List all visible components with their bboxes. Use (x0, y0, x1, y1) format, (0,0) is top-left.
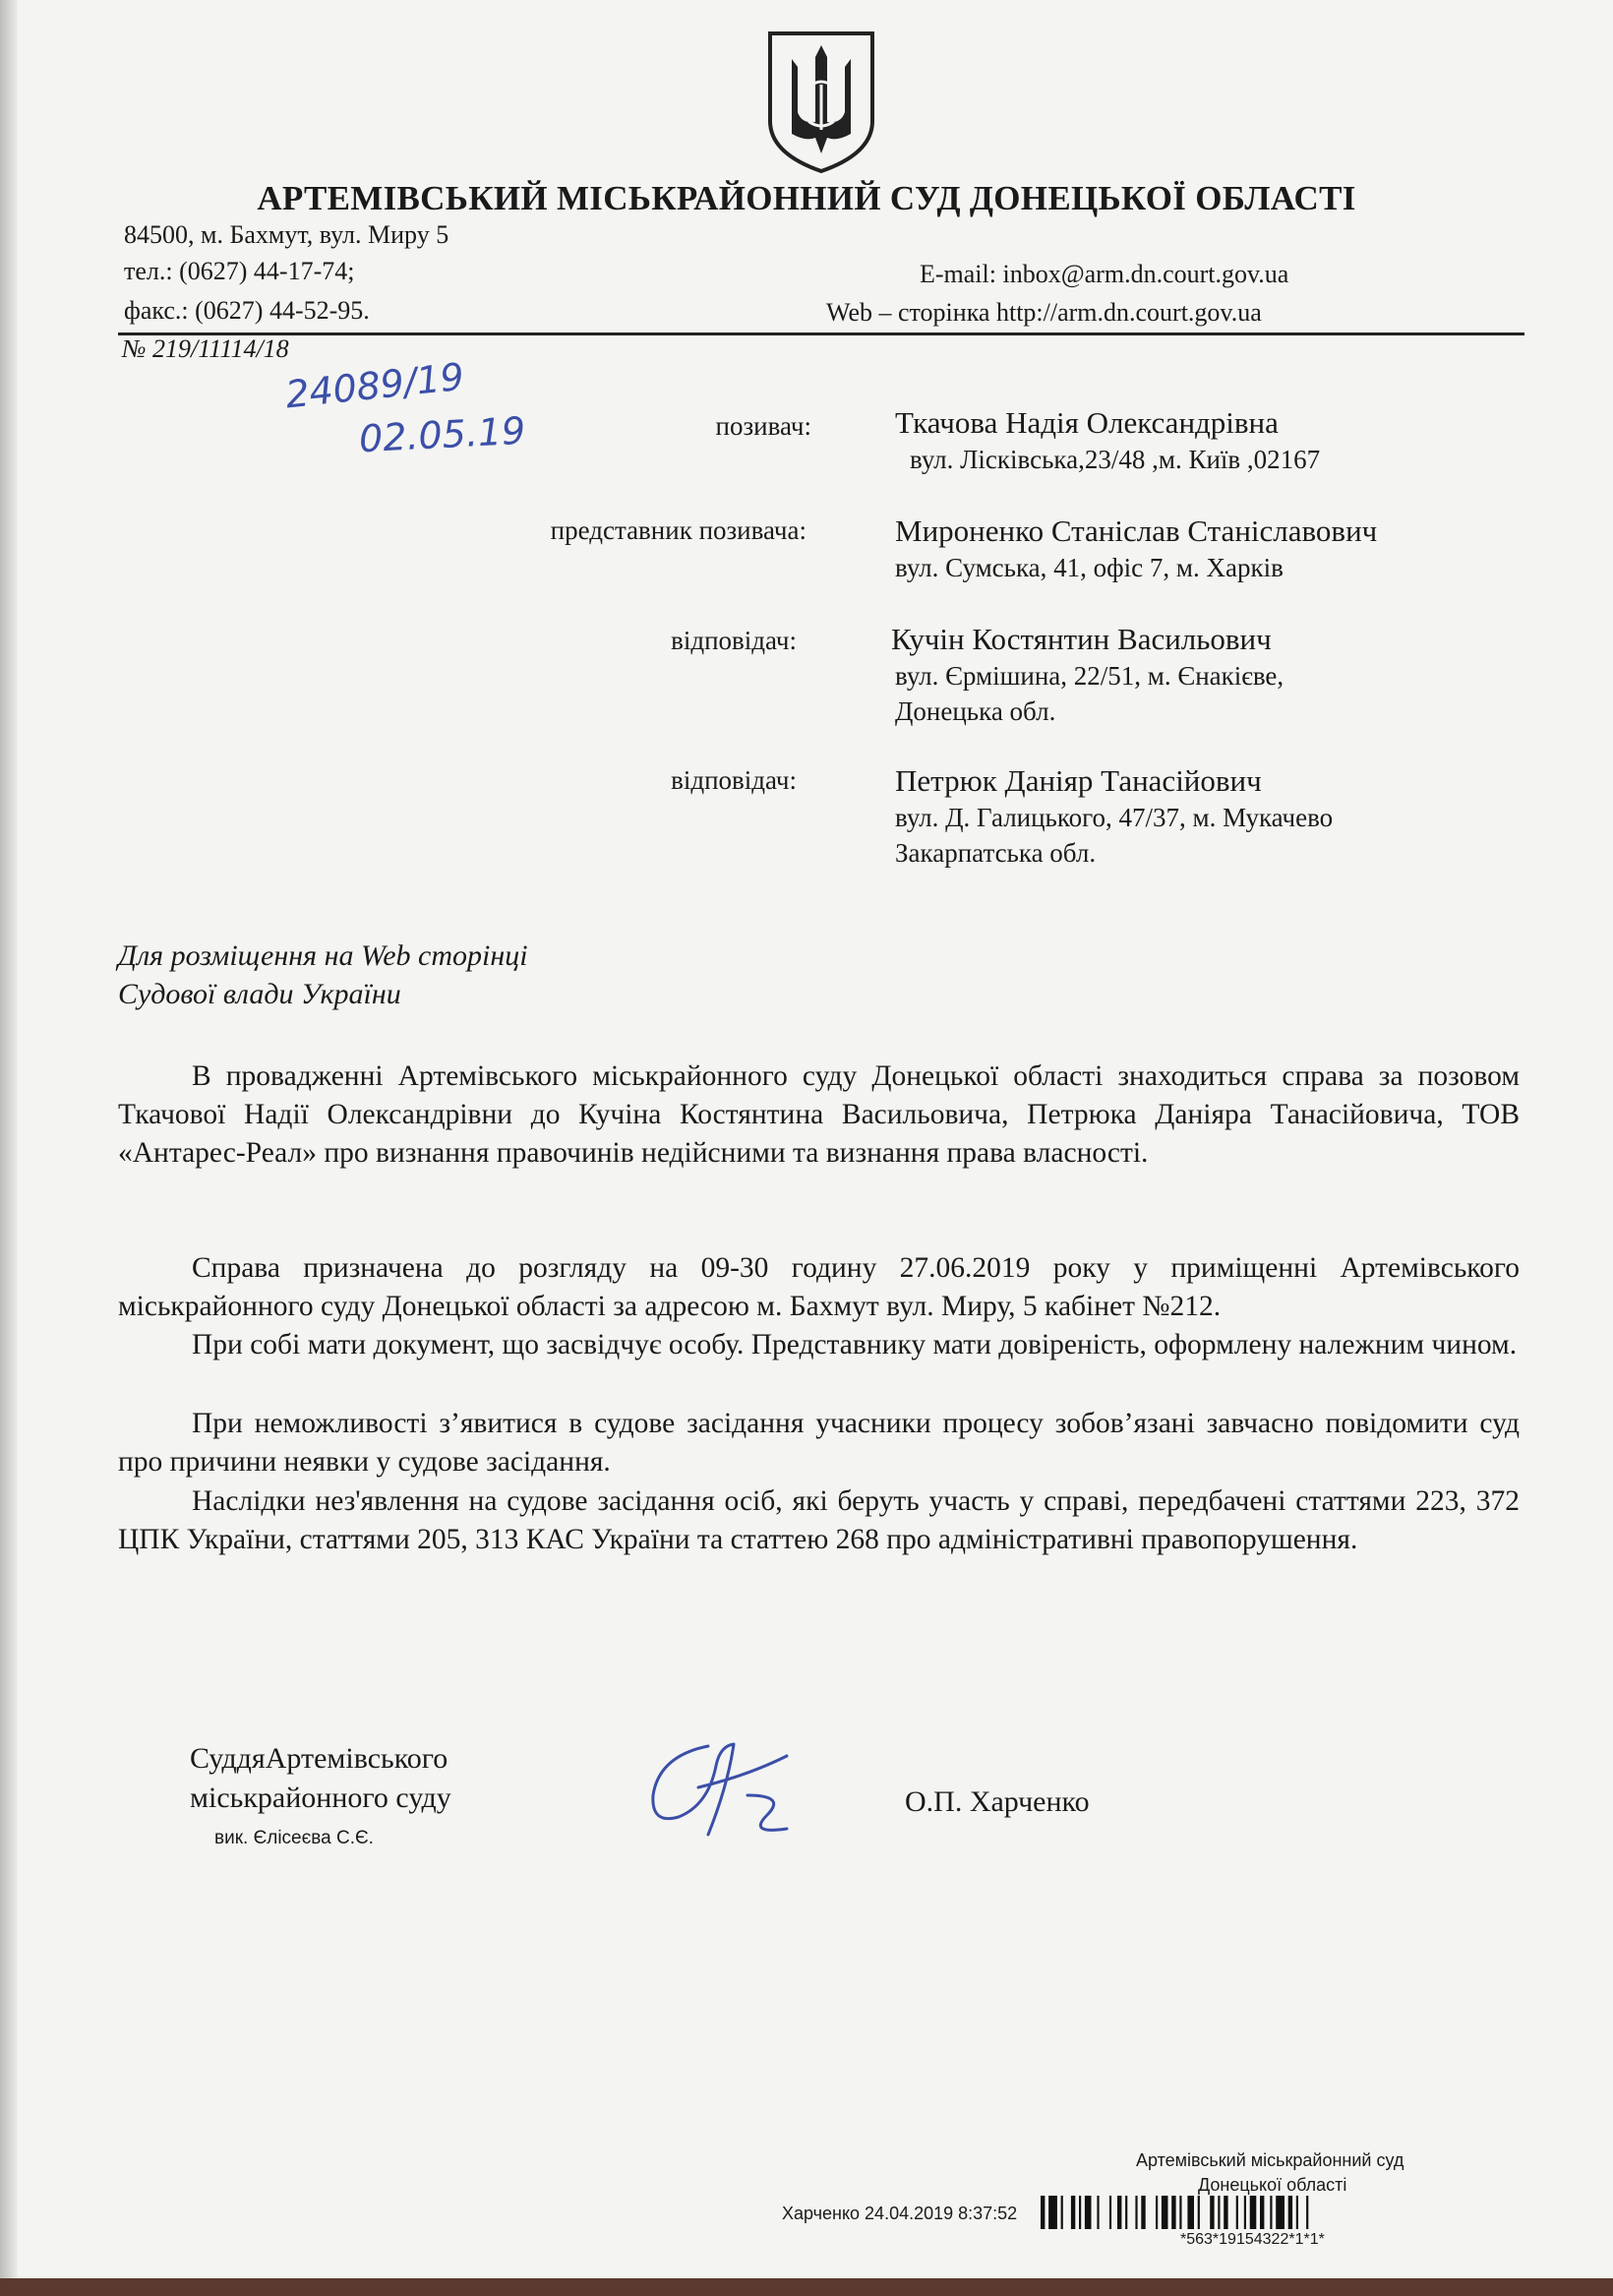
barcode-icon (1041, 2196, 1513, 2235)
executor-name: вик. Єлісеєва С.Є. (214, 1828, 374, 1848)
publication-notice-line2: Судової влади України (118, 978, 401, 1010)
judge-title-line2: міськрайонного суду (190, 1782, 451, 1814)
body-paragraph-1: В провадженні Артемівського міськрайонного суду Донецької області знаходиться справа за позовом Ткачової Надії Олександрівни до Кучіна Костянтина Васильовича, Петрюка Даніяра Танасійовича, ТОВ «Антарес-Реал» про визнання правочинів недійсними та визнання права власності. (118, 1060, 1520, 1169)
body-paragraph-5: Наслідки нез'явлення на судове засідання осіб, які беруть участь у справі, передбачені статтями 223, 372 ЦПК України, статтями 205, 313 КАС України та статтею 268 про адміністративні правопорушення. (118, 1485, 1520, 1555)
party-name-plaintiff: Ткачова Надія Олександрівна (895, 405, 1279, 440)
body-paragraph-4: При неможливості з’явитися в судове засідання учасники процесу зобов’язані завчасно повідомити суд про причини неявки у судове засідання. (118, 1408, 1520, 1478)
court-email: E-mail: inbox@arm.dn.court.gov.ua (920, 260, 1289, 288)
judge-title-line1: СуддяАртемівського (190, 1742, 448, 1775)
handwritten-signature-icon (639, 1726, 806, 1854)
barcode-text: *563*19154322*1*1* (1180, 2231, 1325, 2248)
coat-of-arms-icon (762, 28, 880, 175)
case-number: № 219/11114/18 (122, 334, 289, 363)
stamp-court-name: Артемівський міськрайонний суд (1136, 2150, 1404, 2170)
handwritten-registration-number: 24089/19 (283, 354, 466, 417)
party-address-defendant-1-line2: Донецька обл. (895, 696, 1056, 726)
court-phone: тел.: (0627) 44-17-74; (124, 257, 355, 285)
judge-name: О.П. Харченко (905, 1785, 1090, 1818)
party-address-defendant-2-line1: вул. Д. Галицького, 47/37, м. Мукачево (895, 803, 1334, 832)
court-address: 84500, м. Бахмут, вул. Миру 5 (124, 220, 449, 249)
party-role-representative: представник позивача: (550, 515, 806, 545)
court-fax: факс.: (0627) 44-52-95. (124, 296, 370, 325)
court-web: Web – сторінка http://arm.dn.court.gov.ua (826, 298, 1262, 327)
party-address-defendant-1-line1: вул. Єрмішина, 22/51, м. Єнакієве, (895, 661, 1284, 691)
body-paragraph-2: Справа призначена до розгляду на 09-30 годину 27.06.2019 року у приміщенні Артемівського міськрайонного суду Донецької області за адресою м. Бахмут вул. Миру, 5 кабінет №212. (118, 1252, 1520, 1322)
party-role-defendant-2: відповідач: (671, 765, 797, 795)
body-paragraph-3: При собі мати документ, що засвідчує особу. Представнику мати довіреність, оформлену належним чином. (192, 1329, 1518, 1360)
party-name-representative: Мироненко Станіслав Станіславович (895, 514, 1378, 548)
party-role-defendant-1: відповідач: (671, 626, 797, 655)
court-name: АРТЕМІВСЬКИЙ МІСЬКРАЙОННИЙ СУД ДОНЕЦЬКОЇ ОБЛАСТІ (257, 179, 1356, 217)
scan-left-edge (0, 0, 18, 2296)
scan-bottom-edge (0, 2278, 1613, 2296)
party-address-plaintiff: вул. Лісківська,23/48 ,м. Київ ,02167 (910, 445, 1321, 474)
party-name-defendant-1: Кучін Костянтин Васильович (891, 622, 1272, 656)
party-role-plaintiff: позивач: (715, 411, 811, 441)
publication-notice-line1: Для розміщення на Web сторінці (118, 939, 528, 972)
stamp-registration: Харченко 24.04.2019 8:37:52 (782, 2204, 1018, 2223)
header-divider (118, 332, 1524, 335)
party-address-representative: вул. Сумська, 41, офіс 7, м. Харків (895, 553, 1284, 582)
party-name-defendant-2: Петрюк Даніяр Танасійович (895, 763, 1262, 798)
party-address-defendant-2-line2: Закарпатська обл. (895, 838, 1097, 868)
stamp-region: Донецької області (1198, 2175, 1347, 2195)
handwritten-registration-date: 02.05.19 (357, 408, 527, 461)
